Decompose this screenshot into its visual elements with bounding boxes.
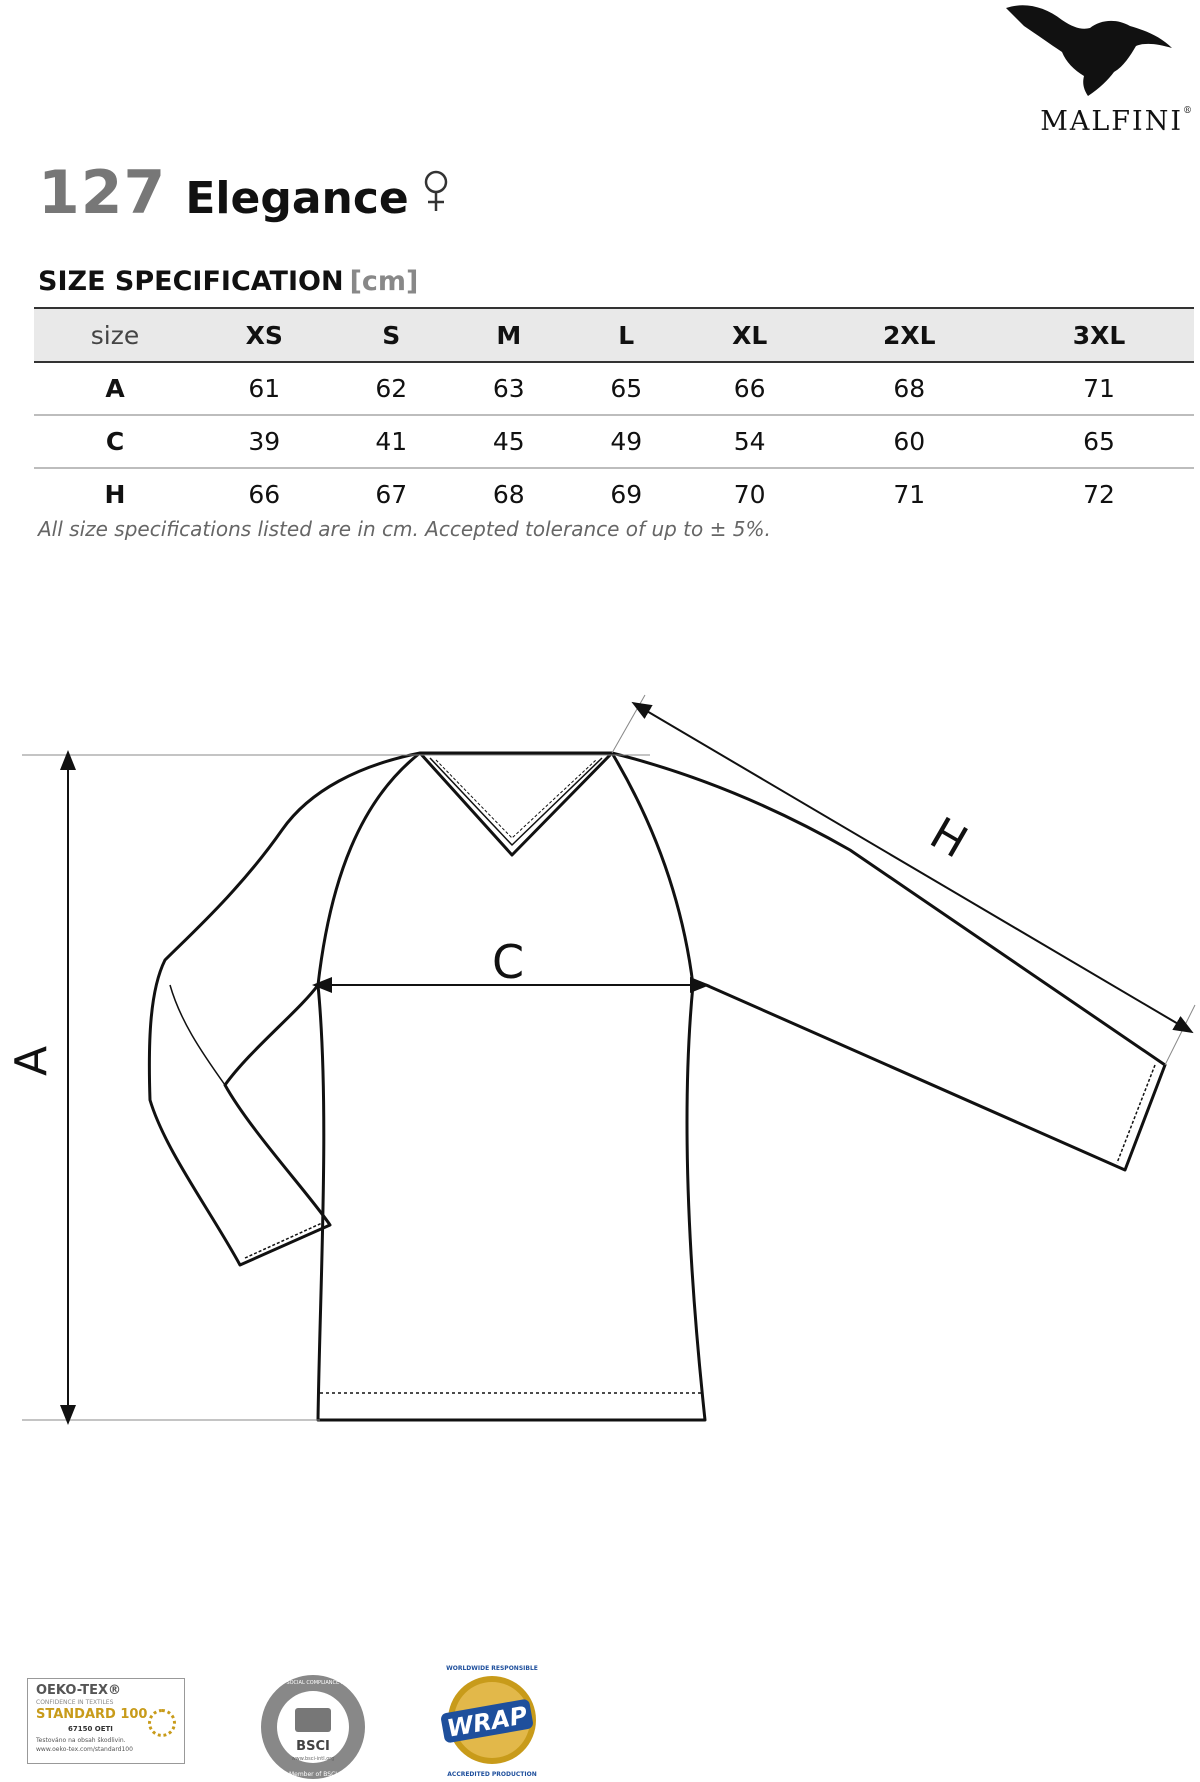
- table-cell: 60: [814, 415, 1004, 468]
- spec-unit: [cm]: [349, 266, 419, 297]
- table-cell: 69: [610, 480, 643, 509]
- spec-heading: SIZE SPECIFICATION [cm]: [38, 266, 419, 297]
- row-label: C: [34, 415, 196, 468]
- product-title: [38, 158, 450, 228]
- table-row: [34, 415, 1194, 468]
- header-size: XS: [196, 308, 333, 362]
- bsci-badge: [258, 1672, 368, 1782]
- eagle-icon: [1004, 0, 1174, 100]
- table-cell: 65: [1004, 415, 1194, 468]
- measure-h: [612, 695, 1195, 1065]
- svg-text:BUSINESS SOCIAL COMPLIANCE INI: BUSINESS SOCIAL COMPLIANCE INITIATIVE: [259, 1680, 367, 1686]
- oeko-tex-badge: OEKO-TEX® CONFIDENCE IN TEXTILES STANDARD 100 67150 OETI Testováno na obsah škodlivin. www.oeko-tex.com/standard100: [27, 1678, 185, 1764]
- label-h: H: [921, 807, 976, 869]
- size-table: [34, 307, 1194, 520]
- flower-icon: [148, 1709, 176, 1737]
- table-cell: 41: [333, 415, 451, 468]
- table-cell: 66: [248, 480, 281, 509]
- table-cell: 71: [1004, 362, 1194, 415]
- product-name: Elegance: [185, 173, 409, 224]
- header-size: S: [333, 308, 451, 362]
- table-cell: 62: [333, 362, 451, 415]
- certifications: [0, 1650, 700, 1778]
- header-size: XL: [685, 308, 814, 362]
- row-label: A: [34, 362, 196, 415]
- svg-text:BSCI: BSCI: [296, 1739, 330, 1754]
- table-cell: 66: [685, 362, 814, 415]
- brand-name: MALFINI®: [1040, 106, 1192, 137]
- table-cell: 68: [814, 362, 1004, 415]
- brand-logo: [1002, 0, 1192, 140]
- table-cell: 45: [450, 415, 568, 468]
- table-cell: 49: [568, 415, 686, 468]
- table-header-row: [34, 308, 1194, 362]
- label-c: C: [492, 935, 525, 989]
- row-label: H: [104, 480, 126, 509]
- header-size: L: [568, 308, 686, 362]
- wrap-badge: [432, 1660, 552, 1780]
- table-cell: 72: [1083, 480, 1115, 509]
- product-code: 127: [38, 158, 167, 228]
- table-cell: 39: [196, 415, 333, 468]
- table-cell: 68: [492, 480, 525, 509]
- header-size: 2XL: [814, 308, 1004, 362]
- table-cell: 63: [450, 362, 568, 415]
- table-cell: 67: [375, 480, 408, 509]
- table-cell: 71: [893, 480, 926, 509]
- label-a: A: [6, 1045, 57, 1076]
- svg-text:WORLDWIDE RESPONSIBLE: WORLDWIDE RESPONSIBLE: [446, 1665, 538, 1672]
- table-cell: 54: [685, 415, 814, 468]
- header-size: M: [450, 308, 568, 362]
- svg-text:Member of BSCI: Member of BSCI: [288, 1771, 338, 1778]
- svg-text:WRAP: WRAP: [444, 1701, 530, 1743]
- tolerance-note: All size specifications listed are in cm. Accepted tolerance of up to ± 5%.: [38, 517, 771, 541]
- svg-text:ACCREDITED PRODUCTION: ACCREDITED PRODUCTION: [447, 1771, 537, 1778]
- svg-text:www.bsci-intl.org: www.bsci-intl.org: [291, 1756, 335, 1762]
- female-icon: [422, 169, 450, 213]
- table-cell: 61: [196, 362, 333, 415]
- table-row: [34, 362, 1194, 415]
- header-size: 3XL: [1004, 308, 1194, 362]
- right-sleeve: [612, 753, 1165, 1170]
- header-size-label: size: [34, 308, 196, 362]
- table-row: [34, 468, 1194, 520]
- table-cell: 70: [733, 480, 766, 509]
- measure-a: [22, 755, 650, 1420]
- left-sleeve: [149, 753, 420, 1265]
- garment-diagram: [0, 680, 1200, 1440]
- table-cell: 65: [568, 362, 686, 415]
